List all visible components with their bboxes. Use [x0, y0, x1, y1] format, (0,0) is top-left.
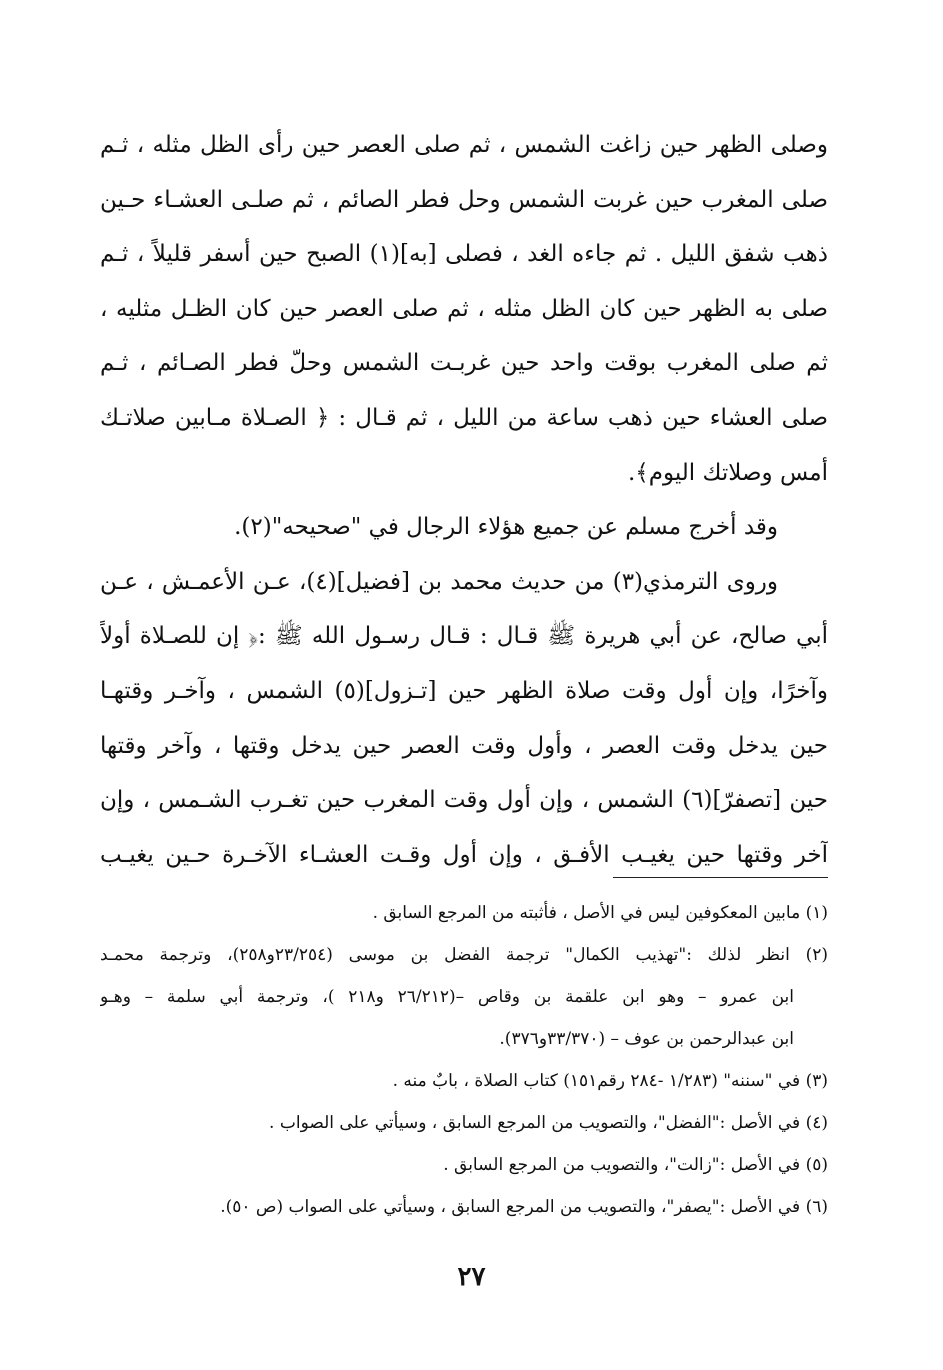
- footnote: (٢) انظر لذلك :"تهذيب الكمال" ترجمة الفضل بن موسى (٢٣/٢٥٤و٢٥٨)، وترجمة محمـد: [100, 945, 828, 965]
- text-line: وروى الترمذي(٣) من حديث محمد بن [فضيل](٤)، عـن الأعمـش ، عـن: [100, 568, 779, 595]
- main-text: [100, 118, 828, 882]
- text-line: حين [تصفرّ](٦) الشمس ، وإن أول وقت المغرب حين تغـرب الشـمس ، وإن: [100, 787, 828, 814]
- footnote: (٣) في "سننه" (١/٢٨٣ -٢٨٤ رقم١٥١) كتاب الصلاة ، بابٌ منه .: [392, 1071, 828, 1091]
- page-number: ٢٧: [457, 1262, 486, 1292]
- footnote: (١) مابين المعكوفين ليس في الأصل ، فأثبته من المرجع السابق .: [372, 903, 828, 923]
- footnote: (٦) في الأصل :"يصفر"، والتصويب من المرجع السابق ، وسيأتي على الصواب (ص ٥٠).: [220, 1197, 828, 1217]
- text-line: وآخرًا، وإن أول وقت صلاة الظهر حين [تـزول](٥) الشمس ، وآخـر وقتهـا: [100, 677, 828, 704]
- text-line: صلى العشاء حين ذهب ساعة من الليل ، ثم قـال : ﴿ الصـلاة مـابين صلاتـك: [100, 404, 828, 431]
- footnote: ابن عمرو – وهو ابن علقمة بن وقاص –(٢٦/٢١٢ و٢١٨ )، وترجمة أبي سلمة – وهـو: [100, 987, 794, 1007]
- text-line: صلى المغرب حين غربت الشمس وحل فطر الصائم ، ثم صلـى العشـاء حـين: [100, 186, 828, 213]
- text-line: آخر وقتها حين يغيـب الأفـق ، وإن أول وقـت العشـاء الآخـرة حـين يغيـب: [100, 841, 828, 868]
- text-line: أمس وصلاتك اليوم﴾.: [627, 459, 828, 486]
- text-line: ذهب شفق الليل . ثم جاءه الغد ، فصلى [به](١) الصبح حين أسفر قليلاً ، ثـم: [100, 241, 828, 268]
- text-line: وقد أخرج مسلم عن جميع هؤلاء الرجال في "صحيحه"(٢).: [234, 514, 778, 541]
- text-line: وصلى الظهر حين زاغت الشمس ، ثم صلى العصر حين رأى الظل مثله ، ثـم: [100, 132, 828, 158]
- text-line: ثم صلى المغرب بوقت واحد حين غربـت الشمس وحلّ فطر الصـائم ، ثـم: [100, 350, 828, 377]
- footnotes: [100, 892, 828, 1228]
- footnote-separator: [613, 877, 828, 878]
- footnote: ابن عبدالرحمن بن عوف – (٣٣/٣٧٠و٣٧٦).: [499, 1029, 794, 1049]
- text-line: أبي صالح، عن أبي هريرة ﷺ قـال : قـال رسـول الله ﷺ :﴿ إن للصـلاة أولاً: [100, 623, 828, 650]
- text-line: صلى به الظهر حين كان الظل مثله ، ثم صلى العصر حين كان الظـل مثليه ،: [100, 295, 828, 322]
- footnote: (٤) في الأصل :"الفضل"، والتصويب من المرجع السابق ، وسيأتي على الصواب .: [269, 1113, 828, 1133]
- text-line: حين يدخل وقت العصر ، وأول وقت العصر حين يدخل وقتها ، وآخر وقتها: [100, 732, 828, 759]
- footnote: (٥) في الأصل :"زالت"، والتصويب من المرجع السابق .: [443, 1155, 828, 1175]
